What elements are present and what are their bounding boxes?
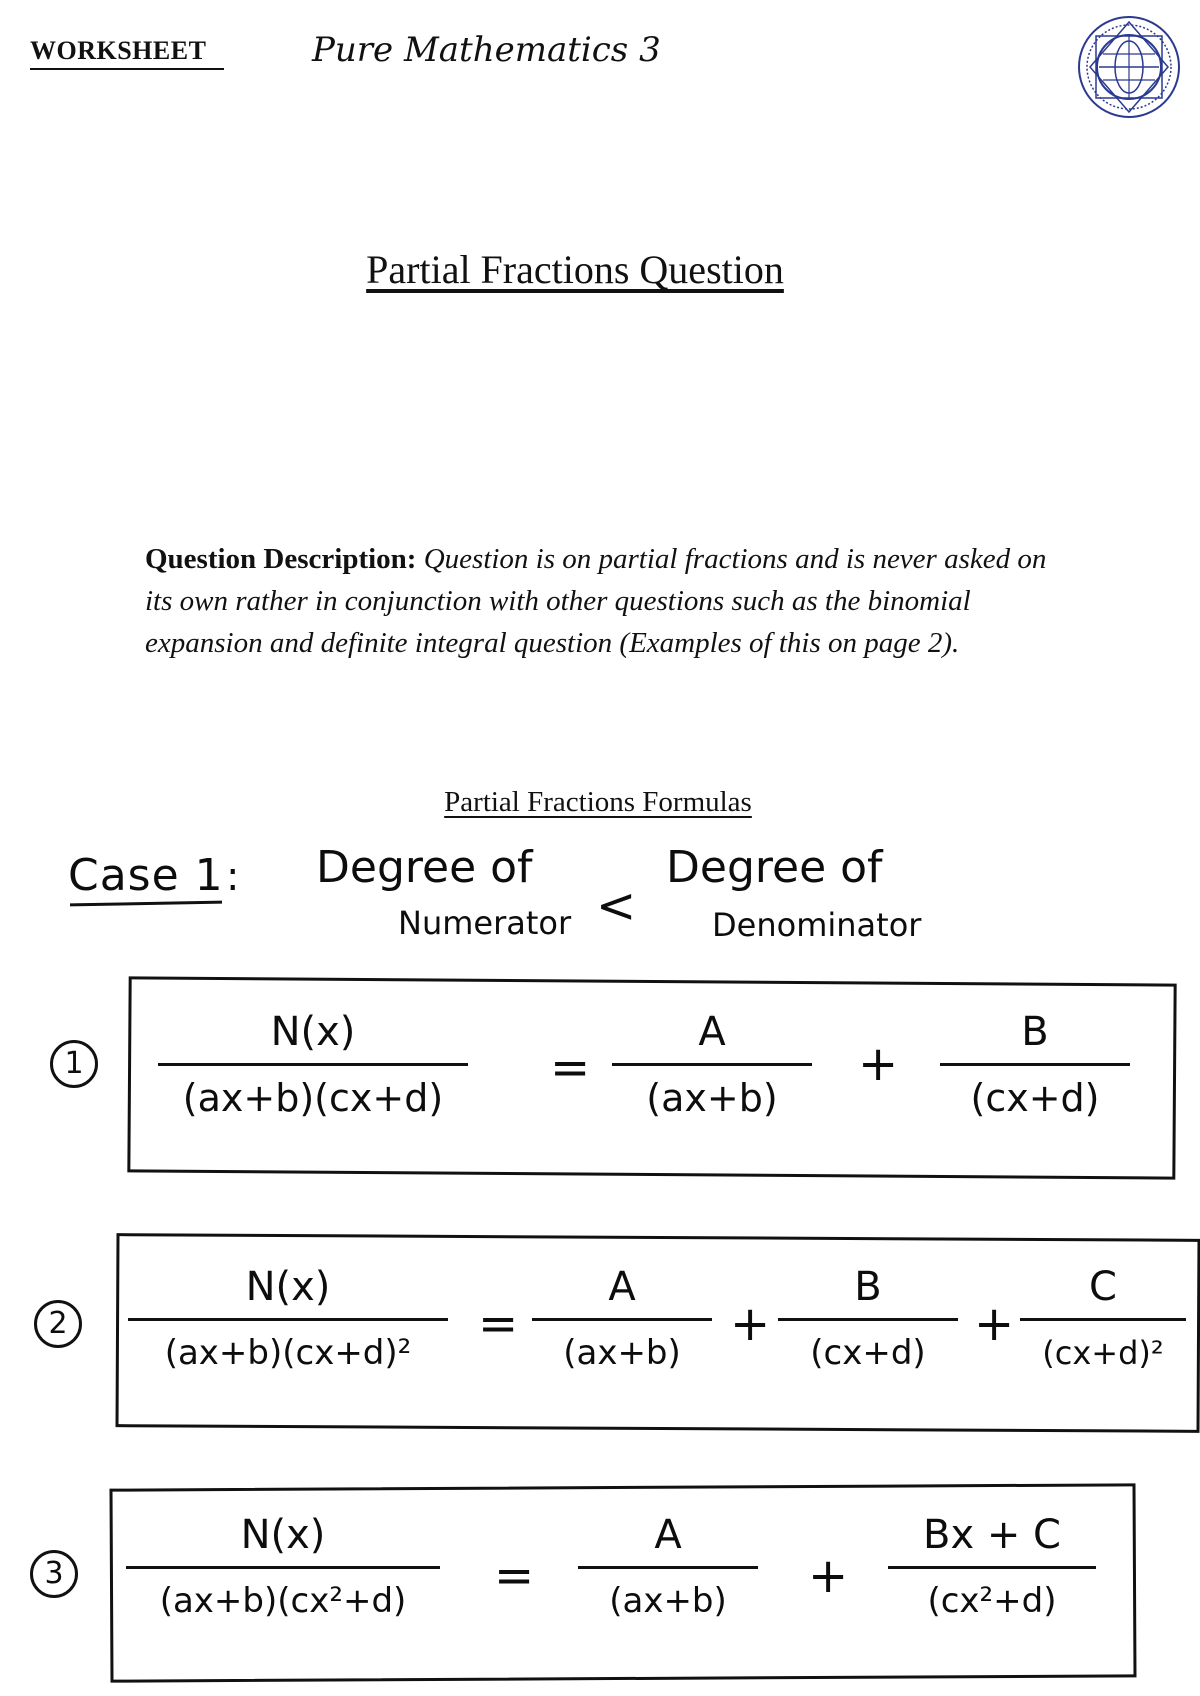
term-numerator: A [698, 1009, 726, 1055]
formula-3-lhs-numerator: N(x) [240, 1512, 326, 1558]
question-description [145, 538, 1065, 664]
case-label: Case 1 [68, 850, 224, 901]
formula-3-term-2 [888, 1508, 1096, 1627]
degree-denominator-top: Degree of [666, 842, 883, 893]
formula-1-term-1 [612, 1005, 812, 1124]
formula-1-lhs [158, 1005, 468, 1124]
worksheet-label: WORKSHEET [30, 36, 224, 70]
plus-sign: + [858, 1036, 899, 1092]
term-numerator: C [1089, 1264, 1117, 1310]
formula-3-lhs-denominator: (ax+b)(cx²+d) [159, 1581, 407, 1621]
less-than-sign: < [596, 878, 637, 934]
plus-sign: + [730, 1296, 771, 1352]
description-text: Question is on partial fractions and is never asked on its own rather in conjunction with other questions such as the binomial expansion and definite integral question (Examples of this on page 2). [145, 543, 1047, 659]
term-numerator: B [854, 1264, 882, 1310]
equals-sign: = [494, 1548, 535, 1604]
case-colon: : [226, 854, 240, 900]
fraction-bar [128, 1318, 448, 1321]
fraction-bar [532, 1318, 712, 1321]
institution-seal-icon [1076, 14, 1182, 120]
fraction-bar [778, 1318, 958, 1321]
fraction-bar [126, 1566, 440, 1569]
term-numerator: A [608, 1264, 636, 1310]
fraction-bar [888, 1566, 1096, 1569]
formula-1-lhs-numerator: N(x) [270, 1009, 356, 1055]
formula-number-1: 1 [50, 1040, 98, 1088]
degree-numerator-bottom: Numerator [398, 904, 572, 942]
formula-1-term-2 [940, 1005, 1130, 1124]
formula-2-term-3 [1020, 1260, 1186, 1379]
formula-2-term-1 [532, 1260, 712, 1379]
fraction-bar [940, 1063, 1130, 1066]
degree-denominator-bottom: Denominator [712, 906, 922, 944]
term-denominator: (ax+b) [609, 1581, 727, 1621]
description-label: Question Description: [145, 543, 417, 575]
formulas-heading: Partial Fractions Formulas [444, 786, 752, 818]
term-numerator: Bx + C [923, 1512, 1061, 1558]
formula-number-2: 2 [34, 1300, 82, 1348]
formula-3-term-1 [578, 1508, 758, 1627]
term-numerator: A [654, 1512, 682, 1558]
equals-sign: = [550, 1040, 591, 1096]
plus-sign: + [808, 1548, 849, 1604]
formula-2-lhs-denominator: (ax+b)(cx+d)² [164, 1333, 412, 1373]
formula-2-lhs-numerator: N(x) [245, 1264, 331, 1310]
formula-2-lhs [128, 1260, 448, 1379]
fraction-bar [612, 1063, 812, 1066]
formula-1-lhs-denominator: (ax+b)(cx+d) [182, 1076, 444, 1120]
subject-title: Pure Mathematics 3 [312, 30, 661, 70]
term-denominator: (ax+b) [563, 1333, 681, 1373]
term-numerator: B [1021, 1009, 1049, 1055]
formula-2-term-2 [778, 1260, 958, 1379]
term-denominator: (ax+b) [646, 1076, 778, 1120]
fraction-bar [578, 1566, 758, 1569]
term-denominator: (cx+d) [970, 1076, 1100, 1120]
equals-sign: = [478, 1296, 519, 1352]
term-denominator: (cx²+d) [927, 1581, 1057, 1621]
term-denominator: (cx+d) [810, 1333, 926, 1373]
degree-numerator-top: Degree of [316, 842, 533, 893]
fraction-bar [158, 1063, 468, 1066]
plus-sign: + [974, 1296, 1015, 1352]
page-title: Partial Fractions Question [366, 247, 784, 292]
formula-3-lhs [126, 1508, 440, 1627]
term-denominator: (cx+d)² [1042, 1334, 1164, 1372]
formula-number-3: 3 [30, 1550, 78, 1598]
case-underline [70, 901, 222, 907]
fraction-bar [1020, 1318, 1186, 1321]
